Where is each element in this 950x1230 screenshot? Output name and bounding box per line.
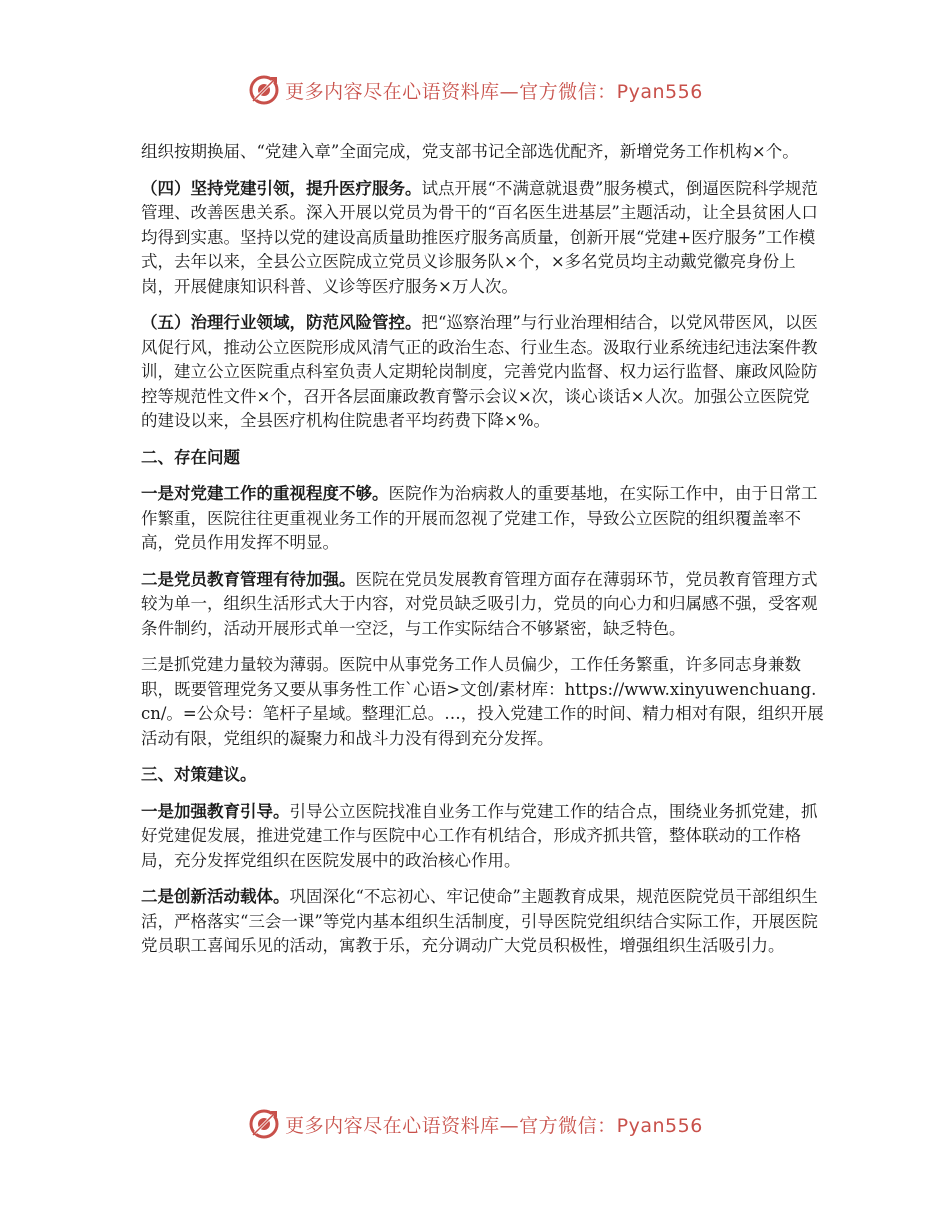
header-banner	[0, 70, 950, 110]
section-heading: 三、对策建议。	[141, 765, 257, 784]
paragraph: 二是党员教育管理有待加强。医院在党员发展教育管理方面存在薄弱环节，党员教育管理方式较为单一，组织生活形式大于内容，对党员缺乏吸引力，党员的向心力和归属感不强，受客观条件制约，活动开展形式单一空泛，与工作实际结合不够紧密，缺乏特色。	[141, 569, 818, 638]
banner-text: 更多内容尽在心语资料库—官方微信：Pyan556	[285, 80, 703, 103]
logo-icon	[247, 73, 281, 107]
paragraph: 一是对党建工作的重视程度不够。医院作为治病救人的重要基地，在实际工作中，由于日常工作繁重，医院往往更重视业务工作的开展而忽视了党建工作，导致公立医院的组织覆盖率不高，党员作用发挥不明显。	[141, 484, 818, 552]
paragraph: （五）治理行业领域，防范风险管控。把“巡察治理”与行业治理相结合，以党风带医风，以医风促行风，推动公立医院形成风清气正的政治生态、行业生态。汲取行业系统违纪违法案件教训，建立公立医院重点科室负责人定期轮岗制度，完善党内监督、权力运行监督、廉政风险防控等规范性文件×个，召开各层面廉政教育警示会议×次，谈心谈话×人次。加强公立医院党的建设以来，全县医疗机构住院患者平均药费下降×%。	[141, 313, 818, 430]
paragraph: 组织按期换届、“党建入章”全面完成，党支部书记全部选优配齐，新增党务工作机构×个。	[141, 142, 799, 161]
paragraph: 一是加强教育引导。引导公立医院找准自业务工作与党建工作的结合点，围绕业务抓党建，抓好党建促发展，推进党建工作与医院中心工作有机结合，形成齐抓共管，整体联动的工作格局，充分发挥党组织在医院发展中的政治核心作用。	[141, 801, 818, 870]
paragraph: 二是创新活动载体。巩固深化“不忘初心、牢记使命”主题教育成果，规范医院党员干部组织生活，严格落实“三会一课”等党内基本组织生活制度，引导医院党组织结合实际工作，开展医院党员职工喜闻乐见的活动，寓教于乐，充分调动广大党员积极性，增强组织生活吸引力。	[141, 887, 818, 955]
paragraph: 三是抓党建力量较为薄弱。医院中从事党务工作人员偏少，工作任务繁重，许多同志身兼数职，既要管理党务又要从事务性工作`心语>文创/素材库：https://www.xinyuwenchuang.cn/。=公众号：笔杆子星域。整理汇总。…，投入党建工作的时间、精力相对有限，组织开展活动有限，党组织的凝聚力和战斗力没有得到充分发挥。	[141, 655, 824, 748]
footer-banner	[0, 1104, 950, 1144]
banner-text: 更多内容尽在心语资料库—官方微信：Pyan556	[285, 1114, 703, 1137]
section-heading: 二、存在问题	[141, 447, 240, 467]
paragraph: （四）坚持党建引领，提升医疗服务。试点开展“不满意就退费”服务模式，倒逼医院科学规范管理、改善医患关系。深入开展以党员为骨干的“百名医生进基层”主题活动，让全县贫困人口均得到实惠。坚持以党的建设高质量助推医疗服务高质量，创新开展“党建+医疗服务”工作模式，去年以来，全县公立医院成立党员义诊服务队×个，×多名党员均主动戴党徽亮身份上岗，开展健康知识科普、义诊等医疗服务×万人次。	[141, 178, 818, 296]
document-body	[141, 140, 825, 971]
logo-icon	[247, 1107, 281, 1141]
